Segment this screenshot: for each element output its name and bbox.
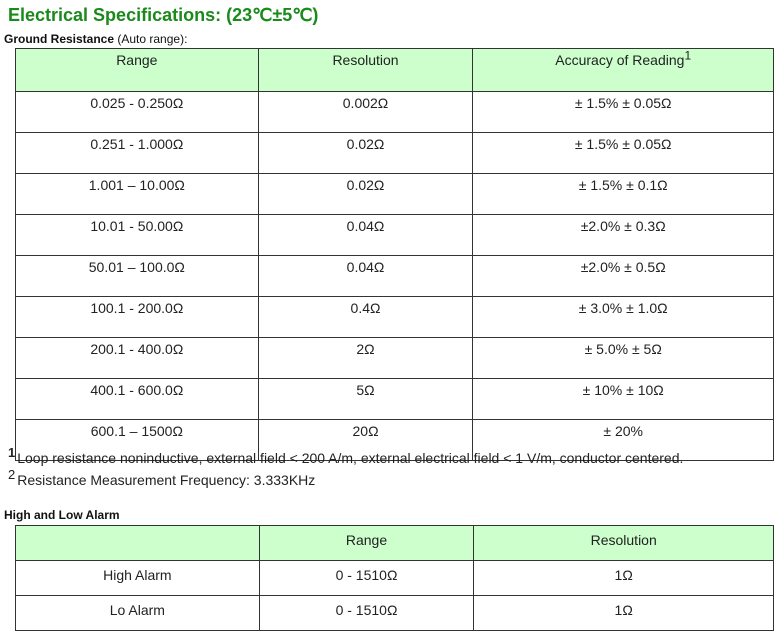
alarm-table	[15, 525, 774, 631]
footnote-1-text: Loop resistance noninductive, external field < 200 A/m, external electrical field < 1 V/m, conductor centered.	[17, 450, 684, 466]
ground-resistance-heading	[4, 32, 187, 46]
table-row	[16, 133, 774, 174]
alarm-heading-bold: High and Low Alarm	[4, 508, 120, 522]
table-row-cell: ± 1.5% ± 0.1Ω	[473, 174, 774, 215]
alarm-header-resolution: Resolution	[474, 526, 774, 561]
table-row-cell: 200.1 - 400.0Ω	[16, 338, 259, 379]
ground-resistance-heading-rest: (Auto range):	[114, 32, 188, 46]
table-row-cell: 0.04Ω	[258, 256, 473, 297]
alarm-row-cell: High Alarm	[16, 561, 260, 596]
alarm-row-cell: Lo Alarm	[16, 596, 260, 631]
footnote-ref-1: 1	[684, 48, 692, 63]
alarm-heading	[4, 508, 120, 522]
table-row-cell: 2Ω	[258, 338, 473, 379]
table-row-cell: 0.02Ω	[258, 133, 473, 174]
table-row-cell: 20Ω	[258, 420, 473, 461]
table-row-cell: 1.001 – 10.00Ω	[16, 174, 259, 215]
table-row-cell: 0.251 - 1.000Ω	[16, 133, 259, 174]
footnote-2	[8, 467, 316, 488]
header-accuracy	[473, 49, 774, 92]
table-row-cell: ± 5.0% ± 5Ω	[473, 338, 774, 379]
footnote-2-number: 2	[8, 467, 16, 483]
table-row-cell: ±2.0% ± 0.3Ω	[473, 215, 774, 256]
table-row-cell: 0.4Ω	[258, 297, 473, 338]
alarm-header-row	[16, 526, 774, 561]
table-row	[16, 297, 774, 338]
table-row-cell: ± 3.0% ± 1.0Ω	[473, 297, 774, 338]
table-row-cell: 600.1 – 1500Ω	[16, 420, 259, 461]
table-header-row	[16, 49, 774, 92]
table-row-cell: 5Ω	[258, 379, 473, 420]
alarm-row-cell: 1Ω	[474, 596, 774, 631]
table-row	[16, 92, 774, 133]
table-row-cell: ± 20%	[473, 420, 774, 461]
table-row-cell: 50.01 – 100.0Ω	[16, 256, 259, 297]
table-row-cell: 100.1 - 200.0Ω	[16, 297, 259, 338]
alarm-row	[16, 561, 774, 596]
alarm-header-range: Range	[259, 526, 474, 561]
alarm-header-blank	[16, 526, 260, 561]
alarm-row-cell: 1Ω	[474, 561, 774, 596]
header-resolution: Resolution	[258, 49, 473, 92]
table-row-cell: ±2.0% ± 0.5Ω	[473, 256, 774, 297]
alarm-row-cell: 0 - 1510Ω	[259, 596, 474, 631]
table-row	[16, 379, 774, 420]
table-row-cell: 0.04Ω	[258, 215, 473, 256]
table-row-cell: 0.025 - 0.250Ω	[16, 92, 259, 133]
table-row-cell: 0.02Ω	[258, 174, 473, 215]
table-row	[16, 215, 774, 256]
table-row-cell: ± 1.5% ± 0.05Ω	[473, 92, 774, 133]
table-row	[16, 338, 774, 379]
ground-resistance-table	[15, 48, 774, 461]
alarm-row	[16, 596, 774, 631]
footnote-2-text: Resistance Measurement Frequency: 3.333KHz	[17, 472, 316, 488]
page-title: Electrical Specifications: (23℃±5℃)	[8, 5, 319, 25]
header-range: Range	[16, 49, 259, 92]
table-row-cell: 10.01 - 50.00Ω	[16, 215, 259, 256]
alarm-row-cell: 0 - 1510Ω	[259, 561, 474, 596]
footnote-1-number: 1	[8, 445, 16, 461]
table-row	[16, 174, 774, 215]
footnote-1	[8, 445, 684, 466]
header-accuracy-label: Accuracy of Reading	[555, 52, 685, 68]
table-row	[16, 256, 774, 297]
table-row-cell: 0.002Ω	[258, 92, 473, 133]
table-row-cell: ± 10% ± 10Ω	[473, 379, 774, 420]
ground-resistance-heading-bold: Ground Resistance	[4, 32, 115, 46]
table-row-cell: ± 1.5% ± 0.05Ω	[473, 133, 774, 174]
table-row-cell: 400.1 - 600.0Ω	[16, 379, 259, 420]
